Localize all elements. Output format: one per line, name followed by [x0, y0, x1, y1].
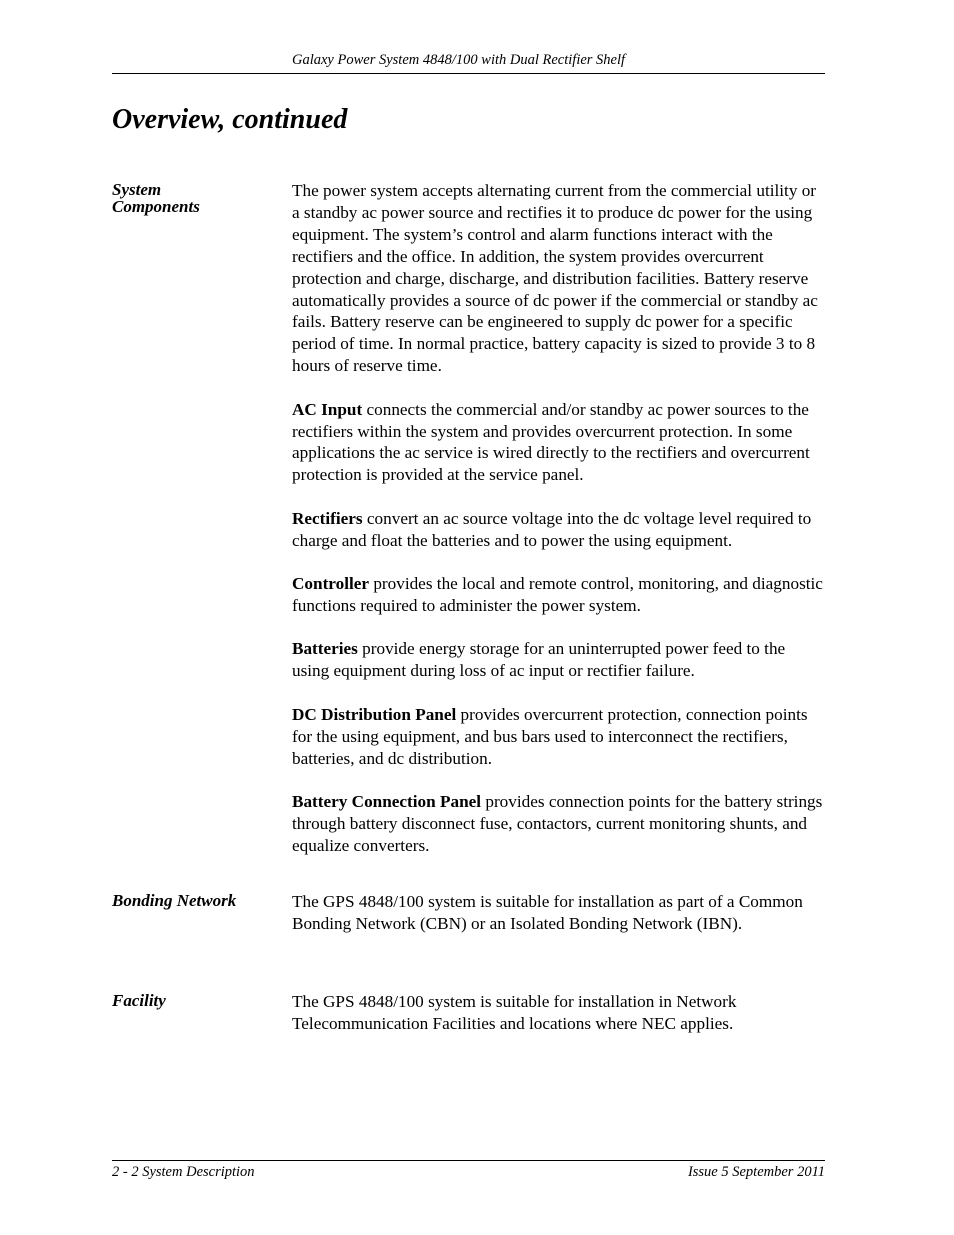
component-description: convert an ac source voltage into the dc voltage level required to charge and float the batteries and to power the using equipment. — [292, 508, 812, 550]
facility-paragraph: The GPS 4848/100 system is suitable for installation in Network Telecommunication Facilities and locations where NEC applies. — [292, 992, 737, 1033]
component-controller — [292, 573, 825, 617]
component-term: Batteries — [292, 639, 358, 659]
side-heading-line: System — [112, 180, 162, 199]
component-ac-input — [292, 399, 825, 487]
component-description: provides overcurrent protection, connection points for the using equipment, and bus bars used to interconnect the rectifiers, batteries, and dc distribution. — [292, 704, 808, 768]
component-rectifiers — [292, 508, 825, 552]
component-term: Rectifiers — [292, 508, 363, 528]
intro-paragraph: The power system accepts alternating current from the commercial utility or a standby ac power source and rectifies it to produce dc power for the using equipment. The system’s control and alarm functions interact with the rectifiers and the office. In addition, the system provides overcurrent protection and charge, discharge, and distribution facilities. Battery reserve automatically provides a source of dc power if the commercial or standby ac fails. Battery reserve can be engineered to supply dc power for a specific period of time. In normal practice, battery capacity is sized to provide 3 to 8 hours of reserve time. — [292, 181, 818, 376]
component-term: DC Distribution Panel — [292, 704, 457, 724]
component-description: provides the local and remote control, monitoring, and diagnostic functions required to administer the power system. — [292, 574, 823, 615]
bonding-network-paragraph: The GPS 4848/100 system is suitable for installation as part of a Common Bonding Network (CBN) or an Isolated Bonding Network (IBN). — [292, 892, 803, 933]
side-heading-line: Components — [112, 197, 200, 216]
page-footer — [112, 1160, 825, 1180]
component-dc-distribution-panel — [292, 704, 825, 770]
system-components-body — [292, 180, 825, 857]
side-heading-bonding-network: Bonding Network — [112, 891, 237, 910]
footer-page-number: 2 - 2 System Description — [112, 1164, 255, 1180]
side-heading-facility: Facility — [112, 991, 166, 1010]
component-description: provide energy storage for an uninterrupted power feed to the using equipment during loss of ac input or rectifier failure. — [292, 639, 786, 681]
component-description: provides connection points for the battery strings through battery disconnect fuse, contactors, current monitoring shunts, and equalize converters. — [292, 791, 823, 855]
component-term: AC Input — [292, 399, 363, 419]
component-term: Battery Connection Panel — [292, 791, 482, 811]
page-header — [112, 50, 825, 74]
component-batteries — [292, 638, 825, 682]
running-title: Galaxy Power System 4848/100 with Dual Rectifier Shelf — [292, 52, 626, 68]
page-title: Overview, continued — [112, 104, 348, 135]
component-term: Controller — [292, 574, 370, 594]
bonding-network-body — [292, 891, 825, 935]
side-heading-system-components — [112, 181, 277, 215]
facility-body — [292, 991, 825, 1035]
footer-issue-date: Issue 5 September 2011 — [687, 1164, 825, 1180]
component-description: connects the commercial and/or standby ac power sources to the rectifiers within the system and provides overcurrent protection. In some applications the ac service is wired directly to the rectifiers and overcurrent protection is provided at the service panel. — [292, 399, 810, 485]
component-battery-connection-panel — [292, 791, 825, 857]
